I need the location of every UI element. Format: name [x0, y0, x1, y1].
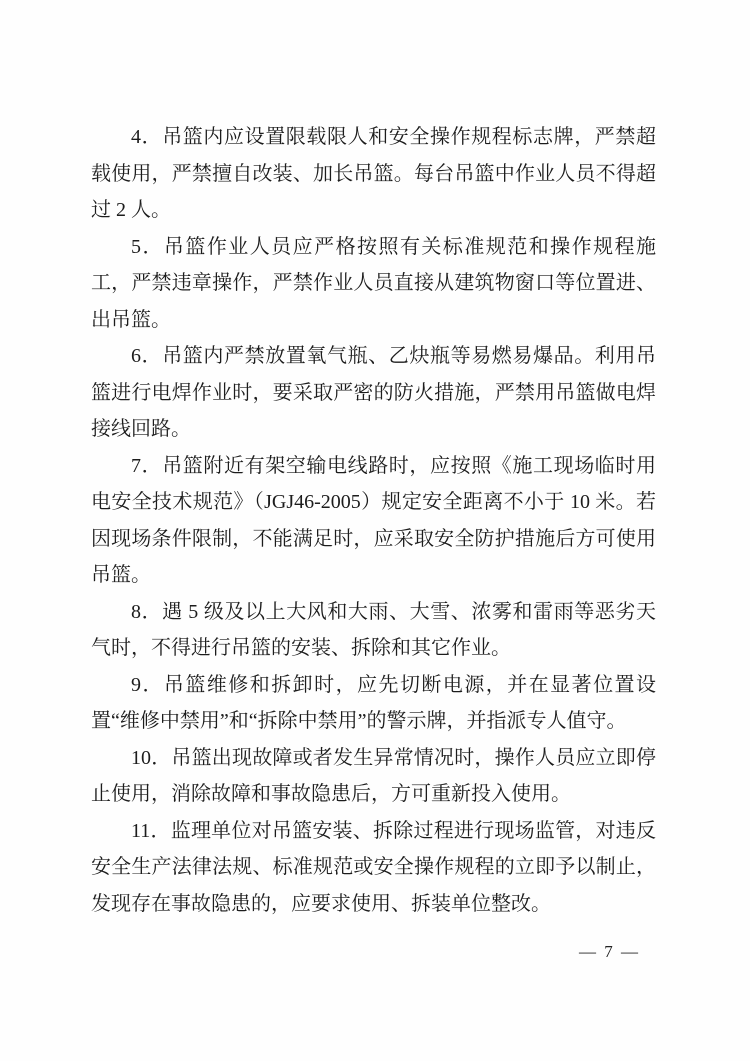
regulation-item-5: 5．吊篮作业人员应严格按照有关标准规范和操作规程施工，严禁违章操作，严禁作业人员直接从建筑物窗口等位置进、出吊篮。 [91, 235, 656, 331]
regulation-item-6: 6．吊篮内严禁放置氧气瓶、乙炔瓶等易燃易爆品。利用吊篮进行电焊作业时，要采取严密的防火措施，严禁用吊篮做电焊接线回路。 [91, 345, 656, 440]
regulation-item-4: 4．吊篮内应设置限载限人和安全操作规程标志牌，严禁超载使用，严禁擅自改装、加长吊篮。每台吊篮中作业人员不得超过 2 人。 [91, 126, 656, 221]
regulation-item-7: 7．吊篮附近有架空输电线路时，应按照《施工现场临时用电安全技术规范》（JGJ46-2005）规定安全距离不小于 10 米。若因现场条件限制，不能满足时，应采取安全防护措施后方可使用吊篮。 [91, 454, 656, 586]
regulation-item-9: 9．吊篮维修和拆卸时，应先切断电源，并在显著位置设置“维修中禁用”和“拆除中禁用”的警示牌，并指派专人值守。 [91, 673, 656, 732]
regulation-item-10: 10．吊篮出现故障或者发生异常情况时，操作人员应立即停止使用，消除故障和事故隐患后，方可重新投入使用。 [91, 746, 656, 805]
page-number: — 7 — [579, 942, 640, 961]
regulation-item-8: 8．遇 5 级及以上大风和大雨、大雪、浓雾和雷雨等恶劣天气时，不得进行吊篮的安装、拆除和其它作业。 [91, 600, 656, 659]
document-body [91, 119, 656, 922]
regulation-item-11: 11．监理单位对吊篮安装、拆除过程进行现场监管，对违反安全生产法律法规、标准规范或安全操作规程的立即予以制止，发现存在事故隐患的，应要求使用、拆装单位整改。 [91, 819, 656, 915]
